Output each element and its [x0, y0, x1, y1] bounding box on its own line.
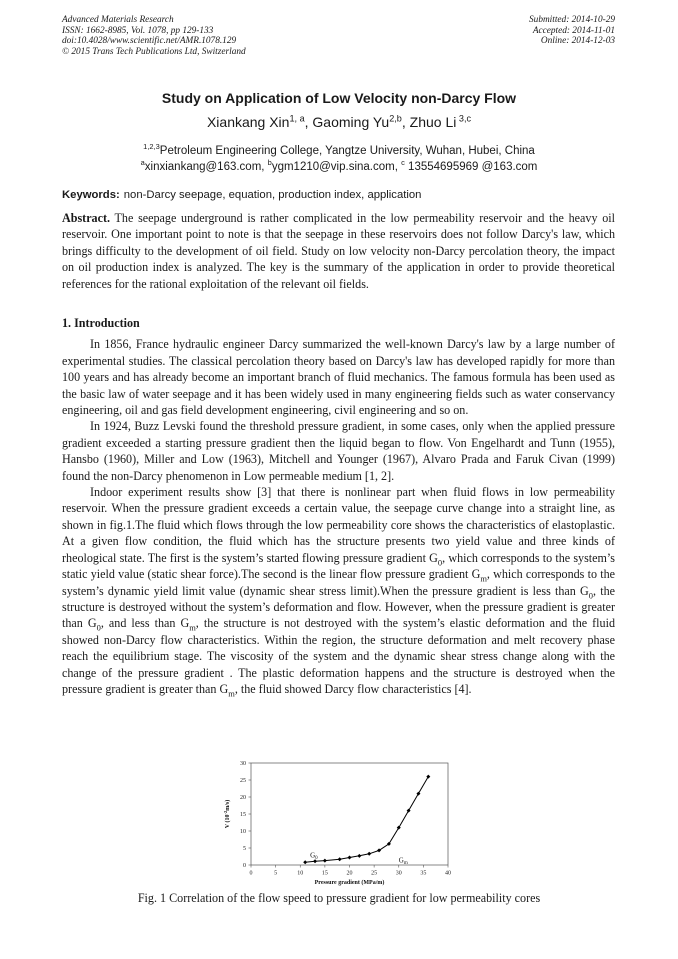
x-tick-label: 30	[395, 870, 402, 877]
journal-header	[62, 15, 246, 57]
y-tick-label: 25	[240, 778, 246, 784]
affiliation-block	[0, 143, 678, 175]
paragraph-fragment: , the structure is not destroyed with the system’s elastic deformation and the fluid showed non-Darcy flow characteristics. Within the region, the structure deformation and melt recovery phase reach the equilibrium stage. The viscosity of the system and the dynamic shear stress change along with the change of the pressure gradient . The plastic deformation happens and the structure is destroyed when the pressure gradient is greater than G	[62, 616, 615, 696]
email-mark: a	[140, 158, 145, 168]
annotation-letter: G	[310, 851, 316, 860]
affiliation-text: Petroleum Engineering College, Yangtze University, Wuhan, Hubei, China	[159, 145, 535, 157]
y-axis-label	[223, 800, 231, 828]
subscript: m	[228, 688, 235, 699]
keywords-text: non-Darcy seepage, equation, production index, application	[123, 189, 422, 201]
x-tick-label: 25	[371, 870, 378, 877]
affiliation-line	[0, 143, 678, 159]
journal-name: Advanced Materials Research	[62, 15, 174, 25]
data-point	[367, 852, 371, 856]
y-axis-label-superscript: -2	[223, 810, 228, 815]
author-mark: 3,c	[456, 113, 472, 124]
x-tick-label: 10	[297, 870, 304, 877]
journal-issn: ISSN: 1662-8985, Vol. 1078, pp 129-133	[62, 25, 214, 36]
paragraph: In 1924, Buzz Levski found the threshold pressure gradient, in some cases, only when the applied pressure gradient exceeded a starting pressure gradient then the liquid began to flow. Von Engelhardt and Tunn (1955), Hansbo (1960), Miller and Low (1963), Mitchell and Younger (1967), Alvaro Prada and Faruk Civan (1999) found the non-Darcy phenomenon in Low permeable medium [1, 2].	[62, 419, 615, 483]
journal-copyright: © 2015 Trans Tech Publications Ltd, Switzerland	[62, 46, 246, 57]
author-name: Zhuo Li	[409, 114, 457, 130]
data-point	[323, 859, 327, 863]
keywords-label: Keywords:	[62, 189, 120, 201]
email-text: xinxiankang@163.com,	[144, 161, 268, 173]
subscript: m	[189, 622, 196, 633]
submitted-date: Submitted: 2014-10-29	[529, 15, 615, 25]
section-introduction	[62, 315, 615, 697]
data-point	[348, 856, 352, 860]
paragraph-fragment: , which corresponds to the system’s dynamic yield limit value (dynamic shear stress limit).When the pressure gradient is less than G	[62, 567, 615, 598]
y-axis-label-part: V (10	[225, 814, 231, 829]
subscript: 0	[437, 557, 443, 568]
email-mark: b	[267, 158, 272, 168]
y-axis-label-part: m/s)	[225, 799, 231, 811]
subscript: 0	[96, 622, 101, 633]
paragraph-fragment: Indoor experiment results show [3] that there is nonlinear part when fluid flows in low permeability reservoir. When the pressure gradient exceeds a certain value, the seepage curve change into a straight line, as shown in fig.1.The fluid which flows through the low permeability core shows the characteristics of elastoplastic. At a given flow condition, the fluid which has the structure presents two yield value and three kinds of rheological state. The first is the system’s started flowing pressure gradient G	[62, 485, 615, 565]
series-line	[305, 777, 428, 863]
data-point	[357, 854, 361, 858]
paragraph-fragment: , and less than G	[100, 616, 190, 631]
annotation-subscript: 0	[315, 856, 318, 862]
journal-doi: doi:10.4028/www.scientific.net/AMR.1078.129	[62, 36, 237, 47]
paragraph	[62, 484, 615, 697]
paragraph-fragment: , the structure is destroyed without the system’s deformation and flow. However, when the pressure gradient is greater than G	[62, 583, 615, 631]
abstract-text: The seepage underground is rather complicated in the low permeability reservoir and the heavy oil reservoir. One important point to note is that the seepage in these reservoirs does not follow Darcy's law, which brings difficulty to the development of oil field. Study on low velocity non-Darcy percolation theory, the impact on oil production index is analyzed. The key is the summary of the application in order to provide theoretical references for the rational exploitation of the relevant oil fields.	[62, 211, 615, 291]
plot-frame	[251, 763, 448, 865]
section-heading: 1. Introduction	[62, 316, 140, 330]
email-text: ygm1210@vip.sina.com,	[271, 161, 402, 173]
y-tick-label: 10	[240, 829, 246, 835]
x-tick-label: 0	[249, 870, 253, 877]
annotation-label	[399, 856, 408, 866]
abstract	[62, 210, 615, 292]
data-point	[303, 860, 307, 864]
author-list	[0, 114, 678, 130]
y-tick-label: 15	[240, 812, 246, 818]
x-axis-label: Pressure gradient (MPa/m)	[314, 880, 385, 886]
subscript: m	[480, 573, 487, 584]
abstract-paragraph	[62, 210, 615, 292]
email-mark: c	[401, 158, 405, 168]
x-tick-label: 20	[346, 870, 353, 877]
abstract-label: Abstract.	[62, 211, 111, 225]
subscript: 0	[588, 589, 593, 600]
paper-title: Study on Application of Low Velocity non-Darcy Flow	[161, 90, 517, 106]
email-line	[0, 159, 678, 175]
x-tick-label: 15	[321, 870, 328, 877]
paragraph: In 1856, France hydraulic engineer Darcy summarized the well-known Darcy's law by a large number of experimental studies. The classical percolation theory based on Darcy's law has developed rapidly for more than 100 years and has already become an important branch of fluid mechanics. The famous formula has been used as the basic law of water seepage and it has been widely used in many engineering fields such as water conservancy engineering, oil and gas field development engineering, civil engineering and so on.	[62, 337, 615, 418]
annotation-label	[310, 852, 318, 862]
paragraph-fragment: , the fluid showed Darcy flow characteristics [4].	[234, 681, 472, 696]
keywords-line	[62, 189, 617, 201]
x-tick-label: 5	[274, 870, 278, 877]
x-tick-label: 40	[445, 870, 451, 877]
annotation-letter: G	[398, 856, 404, 865]
y-tick-label: 20	[240, 795, 246, 801]
accepted-date: Accepted: 2014-11-01	[532, 25, 615, 36]
annotation-subscript: m	[403, 860, 408, 866]
online-date: Online: 2014-12-03	[540, 36, 615, 47]
data-point	[426, 775, 430, 779]
author-mark: 1, a	[289, 113, 305, 124]
dates-header	[529, 15, 615, 47]
x-tick-label: 35	[420, 870, 427, 877]
paragraph-fragment: , which corresponds to the system’s static yield value (static shear force).The second is the linear flow pressure gradient G	[62, 550, 615, 582]
y-tick-label: 0	[243, 863, 246, 869]
email-text: 13554695969 @163.com	[404, 161, 538, 173]
y-tick-label: 5	[243, 846, 246, 852]
author-name: Xiankang Xin	[206, 114, 290, 130]
affiliation-mark: 1,2,3	[143, 142, 160, 152]
figure-caption: Fig. 1 Correlation of the flow speed to pressure gradient for low permeability cores	[137, 891, 541, 905]
author-separator: ,	[304, 114, 313, 130]
data-point	[407, 809, 411, 813]
author-separator: ,	[401, 114, 410, 130]
data-point	[338, 857, 342, 861]
y-tick-label: 30	[240, 761, 246, 767]
flow-speed-chart	[215, 755, 465, 890]
author-mark: 2,b	[389, 113, 402, 124]
author-name: Gaoming Yu	[312, 114, 390, 130]
